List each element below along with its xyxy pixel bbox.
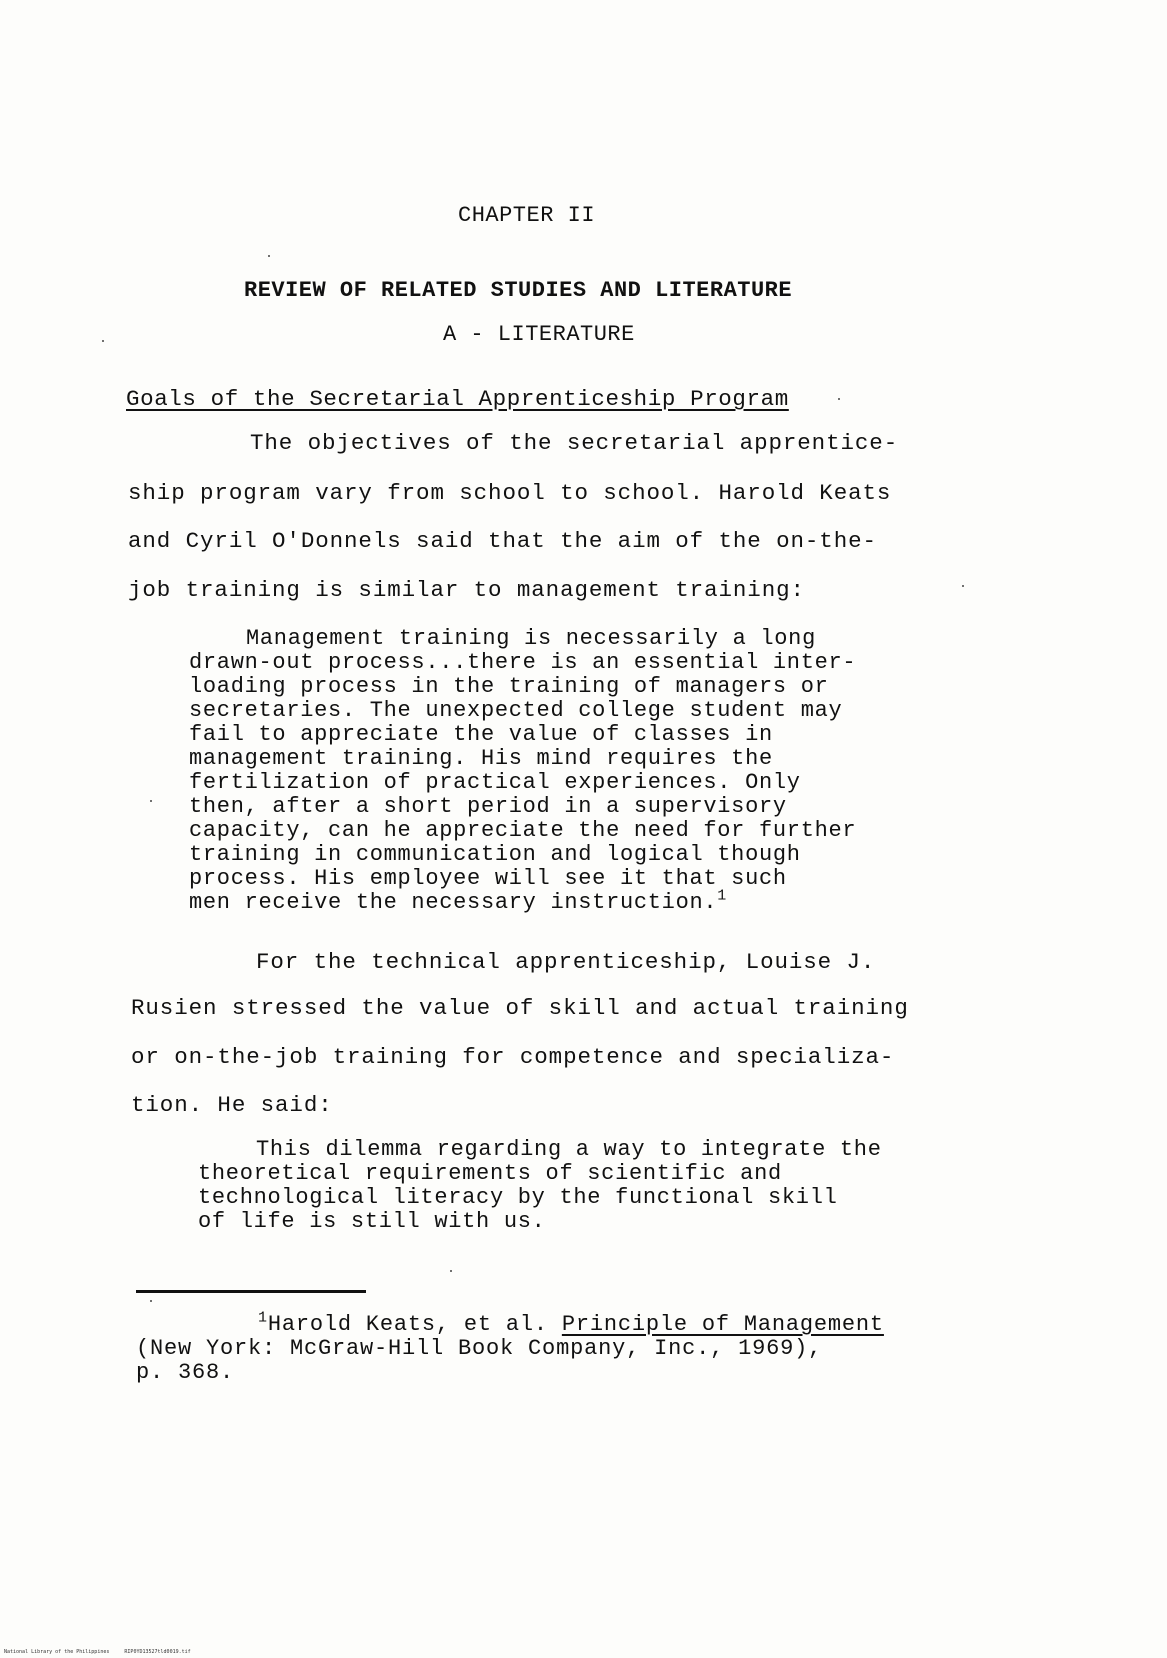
section-heading: A - LITERATURE: [443, 322, 635, 347]
paragraph-1-line-4: job training is similar to management training:: [128, 577, 805, 603]
footnote-line-3: p. 368.: [136, 1360, 235, 1385]
quote-2-line-2: theoretical requirements of scientific and: [198, 1161, 782, 1186]
quote-1-line-7: fertilization of practical experiences. Only: [189, 770, 801, 795]
paragraph-1-line-1: The objectives of the secretarial apprentice-: [250, 430, 899, 456]
scan-speck: [962, 585, 964, 587]
quote-1-line-12-text: men receive the necessary instruction.: [189, 890, 718, 915]
paragraph-2-line-4: tion. He said:: [131, 1092, 333, 1118]
quote-1-line-6: management training. His mind requires the: [189, 746, 773, 771]
paragraph-1-line-2: ship program vary from school to school. Harold Keats: [128, 480, 892, 506]
footnote-line-2: (New York: McGraw-Hill Book Company, Inc., 1969),: [136, 1336, 823, 1361]
quote-1-line-1: Management training is necessarily a long: [246, 626, 816, 651]
paragraph-1-line-3: and Cyril O'Donnels said that the aim of the on-the-: [128, 528, 877, 554]
footnote-line-1: [258, 1309, 884, 1337]
footnote-reference-mark: 1: [717, 887, 727, 905]
scan-speck: [150, 800, 152, 802]
paragraph-2-line-1: For the technical apprenticeship, Louise J.: [256, 949, 876, 975]
footnote-separator: [136, 1290, 366, 1293]
quote-1-line-4: secretaries. The unexpected college student may: [189, 698, 843, 723]
quote-2-line-3: technological literacy by the functional skill: [198, 1185, 838, 1210]
quote-1-line-11: process. His employee will see it that such: [189, 866, 787, 891]
chapter-title: REVIEW OF RELATED STUDIES AND LITERATURE: [244, 278, 793, 303]
footnote-author: Harold Keats, et al.: [267, 1312, 562, 1337]
chapter-heading: CHAPTER II: [458, 203, 596, 228]
scan-speck: [450, 1270, 452, 1272]
paragraph-2-line-3: or on-the-job training for competence and specializa-: [131, 1044, 895, 1070]
scan-footer: National Library of the Philippines RIP0YD13527tld0019.tif: [4, 1649, 191, 1655]
scan-speck: [268, 255, 270, 257]
paragraph-2-line-2: Rusien stressed the value of skill and actual training: [131, 995, 909, 1021]
subheading: Goals of the Secretarial Apprenticeship Program: [126, 386, 789, 412]
quote-1-line-10: training in communication and logical though: [189, 842, 801, 867]
scan-speck: [102, 340, 104, 342]
scan-speck: [838, 398, 840, 400]
quote-1-line-9: capacity, can he appreciate the need for further: [189, 818, 857, 843]
quote-1-line-3: loading process in the training of managers or: [189, 674, 829, 699]
quote-1-line-5: fail to appreciate the value of classes in: [189, 722, 773, 747]
quote-1-line-12: [189, 887, 727, 916]
quote-1-line-2: drawn-out process...there is an essential inter-: [189, 650, 857, 675]
quote-1-line-8: then, after a short period in a supervisory: [189, 794, 787, 819]
footnote-mark: 1: [258, 1309, 268, 1327]
quote-2-line-1: This dilemma regarding a way to integrate the: [256, 1137, 882, 1162]
quote-2-line-4: of life is still with us.: [198, 1209, 546, 1234]
scan-speck: [150, 1300, 152, 1302]
footnote-book-title: Principle of Management: [561, 1312, 884, 1337]
